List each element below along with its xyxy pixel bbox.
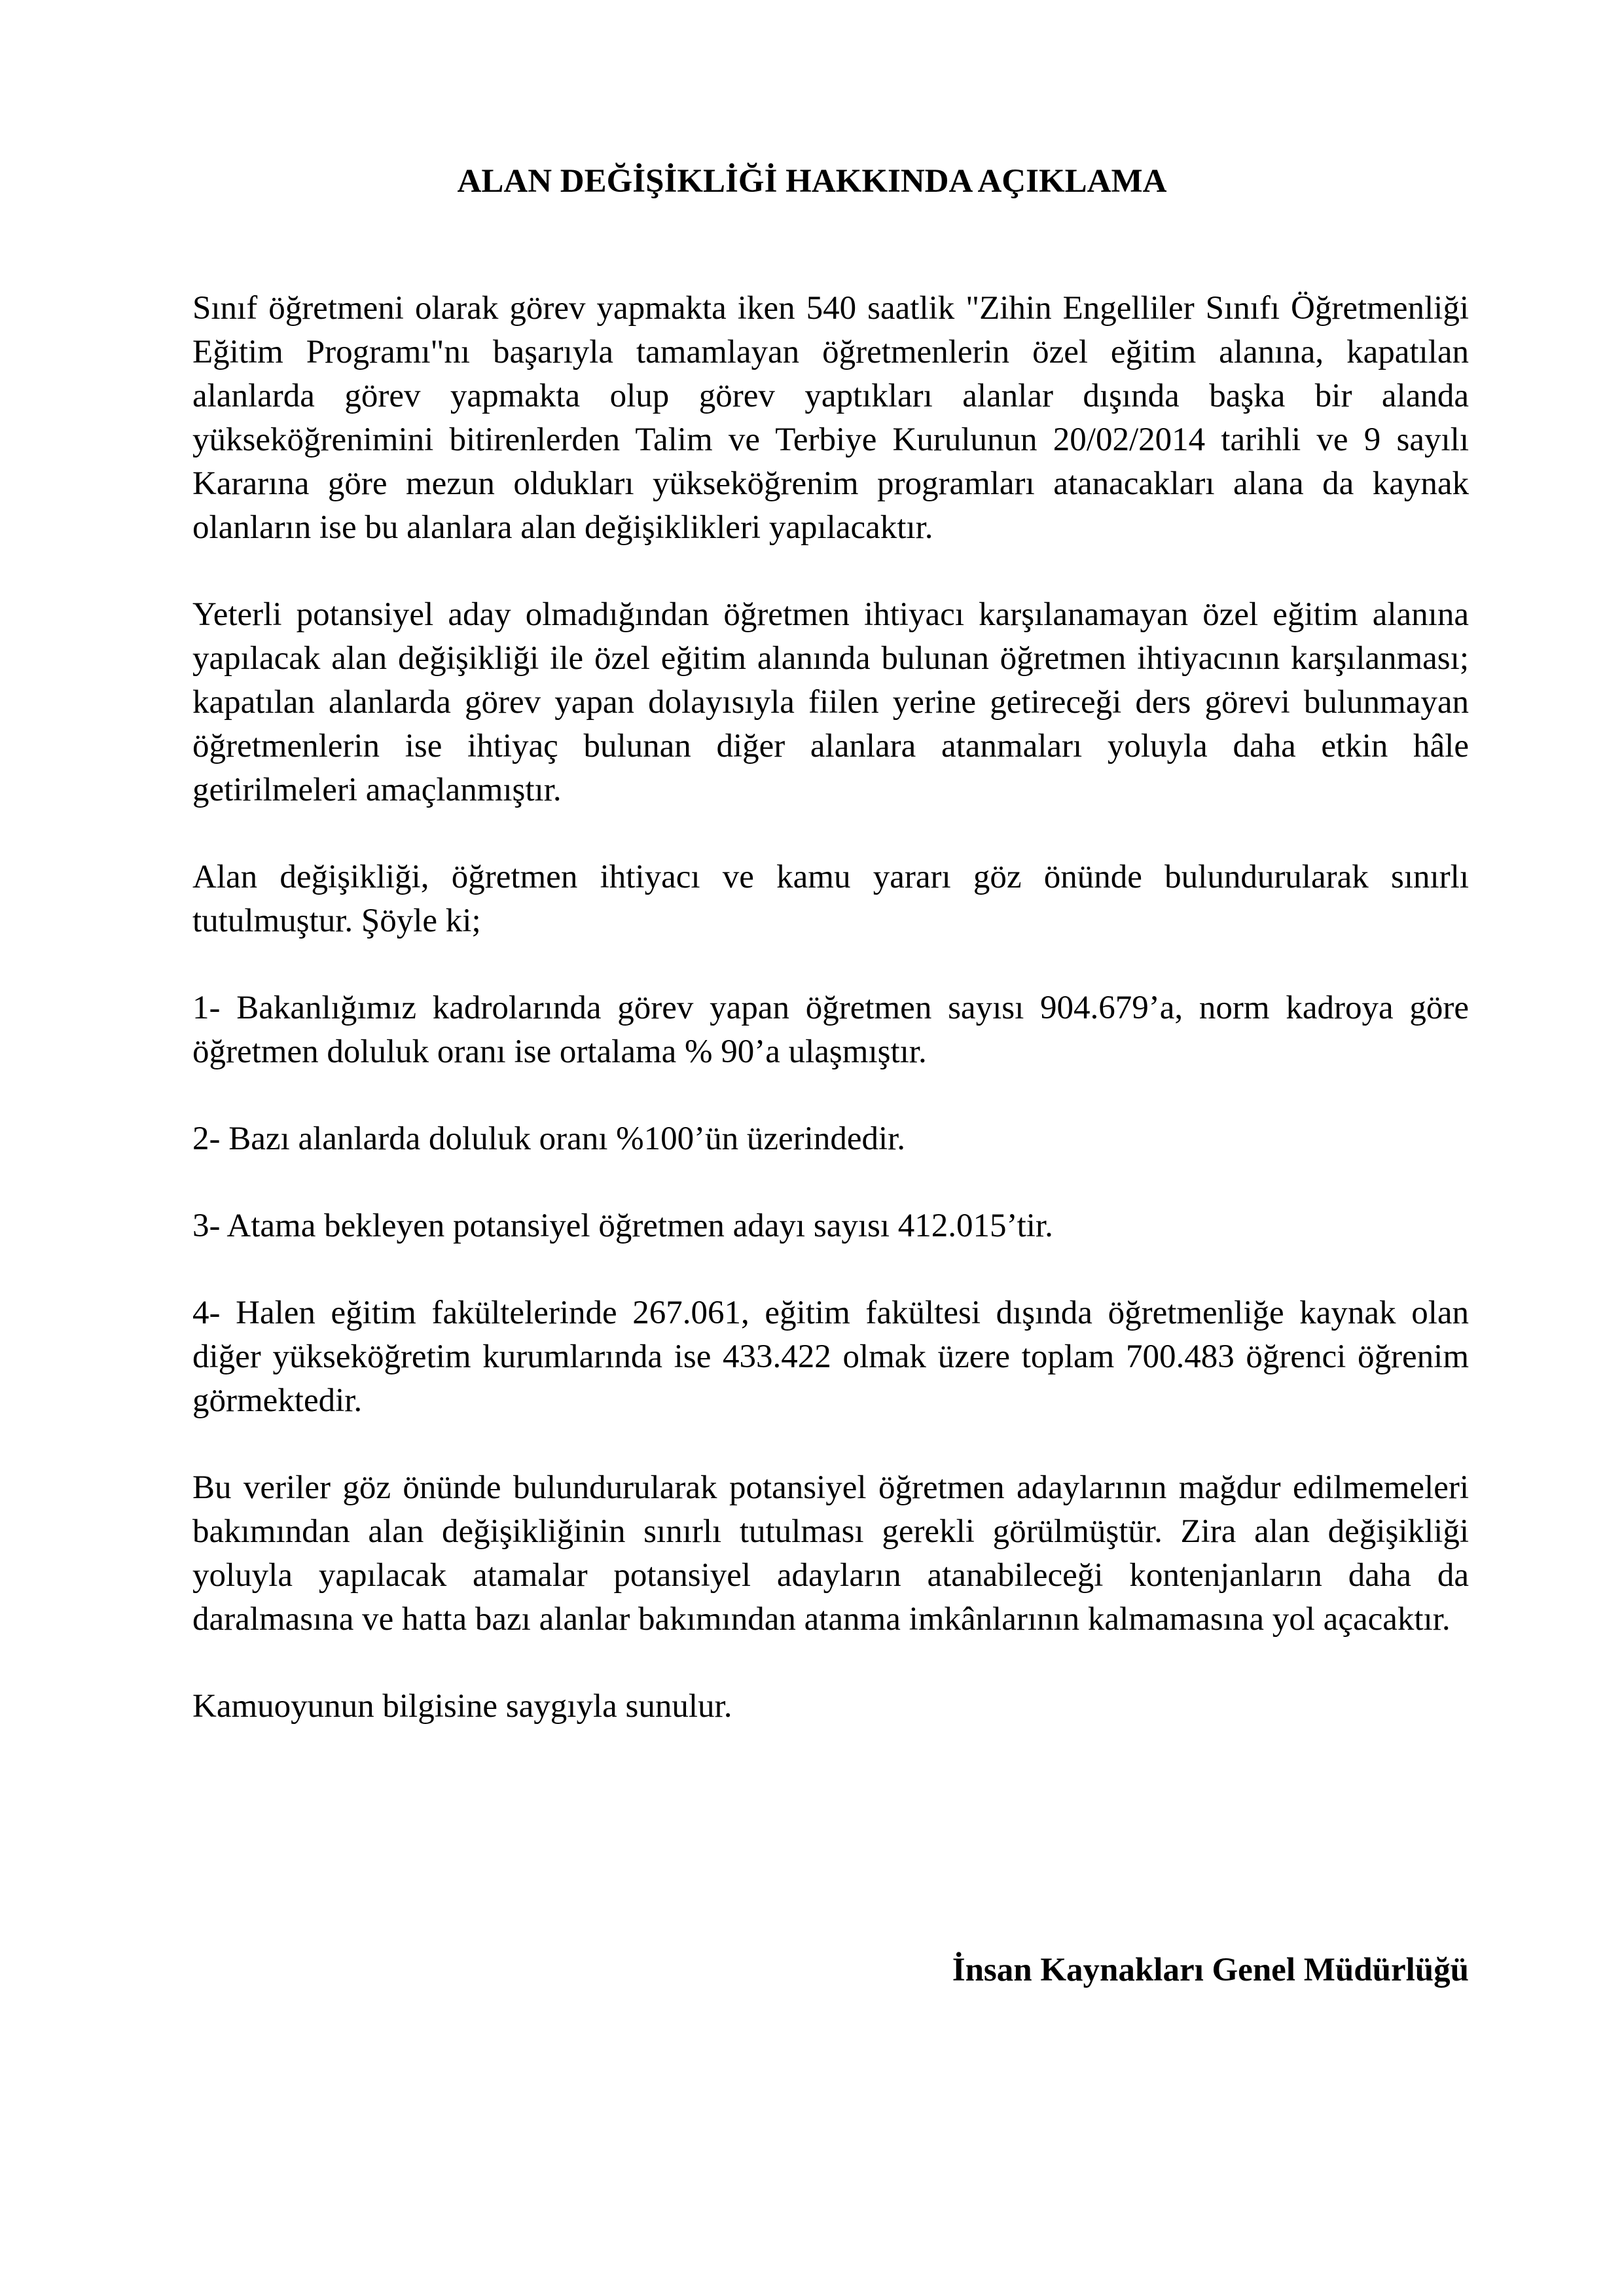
paragraph-purpose: Yeterli potansiyel aday olmadığından öğretmen ihtiyacı karşılanamayan özel eğitim alanına yapılacak alan değişikliği ile özel eğitim alanında bulunan öğretmen ihtiyacının karşılanması; kapatılan alanlarda görev yapan dolayısıyla fiilen yerine getireceği ders görevi bulunmayan öğretmenlerin ise ihtiyaç bulunan diğer alanlara atanmaları yoluyla daha etkin hâle getirilmeleri amaçlanmıştır. <box>192 596 1469 808</box>
paragraph-limitation: Alan değişikliği, öğretmen ihtiyacı ve kamu yararı göz önünde bulundurularak sınırlı tutulmuştur. Şöyle ki; <box>192 859 1469 939</box>
paragraph-closing: Kamuoyunun bilgisine saygıyla sunulur. <box>192 1688 732 1725</box>
list-item-occupancy-rate: 2- Bazı alanlarda doluluk oranı %100’ün üzerindedir. <box>192 1121 906 1157</box>
document-body <box>192 287 1469 1729</box>
paragraph-conclusion: Bu veriler göz önünde bulundurularak potansiyel öğretmen adaylarının mağdur edilmemeleri bakımından alan değişikliğinin sınırlı tutulması gerekli görülmüştür. Zira alan değişikliği yoluyla yapılacak atamalar potansiyel adayların atanabileceği kontenjanların daha da daralmasına ve hatta bazı alanlar bakımından atanma imkânlarının kalmamasına yol açacaktır. <box>192 1469 1469 1638</box>
paragraph-field-change-scope: Sınıf öğretmeni olarak görev yapmakta iken 540 saatlik "Zihin Engelliler Sınıfı Öğretmenliği Eğitim Programı"nı başarıyla tamamlayan öğretmenlerin özel eğitim alanına, kapatılan alanlarda görev yapmakta olup görev yaptıkları alanlar dışında başka bir alanda yükseköğrenimini bitirenlerden Talim ve Terbiye Kurulunun 20/02/2014 tarihli ve 9 sayılı Kararına göre mezun oldukları yükseköğrenim programları atanacakları alana da kaynak olanların ise bu alanlara alan değişiklikleri yapılacaktır. <box>192 290 1469 546</box>
document-title: ALAN DEĞİŞİKLİĞİ HAKKINDA AÇIKLAMA <box>457 163 1167 200</box>
signature-department: İnsan Kaynakları Genel Müdürlüğü <box>952 1952 1469 1988</box>
list-item-candidate-count: 3- Atama bekleyen potansiyel öğretmen adayı sayısı 412.015’tir. <box>192 1208 1053 1244</box>
list-item-student-count: 4- Halen eğitim fakültelerinde 267.061, eğitim fakültesi dışında öğretmenliğe kaynak olan diğer yükseköğretim kurumlarında ise 433.422 olmak üzere toplam 700.483 öğrenci öğrenim görmektedir. <box>192 1295 1469 1419</box>
list-item-teacher-count: 1- Bakanlığımız kadrolarında görev yapan öğretmen sayısı 904.679’a, norm kadroya göre öğretmen doluluk oranı ise ortalama % 90’a ulaşmıştır. <box>192 990 1469 1070</box>
